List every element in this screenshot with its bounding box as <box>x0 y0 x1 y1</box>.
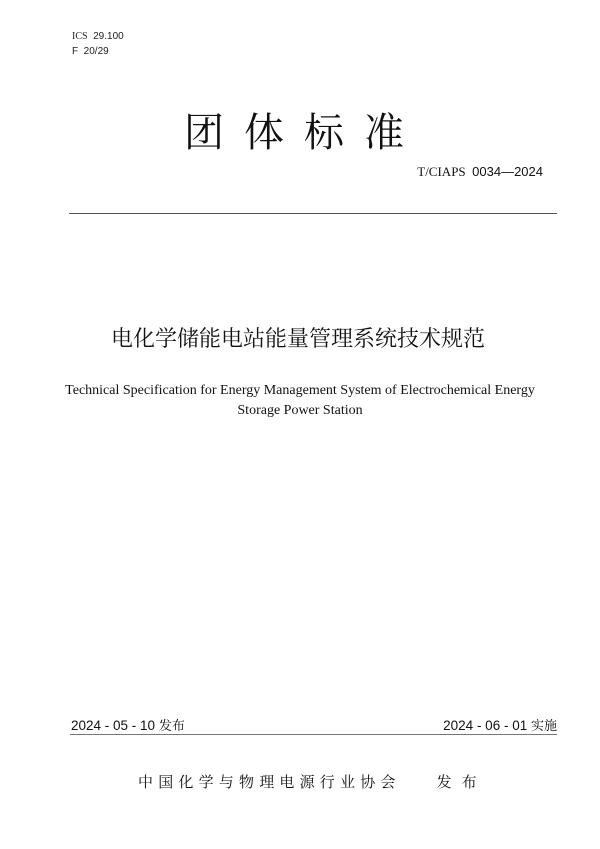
standard-code-number: 0034—2024 <box>472 164 543 179</box>
ics-label: ICS <box>72 31 88 42</box>
standard-code <box>417 164 543 180</box>
classification-codes <box>72 29 124 59</box>
publish-date <box>71 718 185 735</box>
ccs-code-line <box>72 44 124 59</box>
top-divider <box>69 213 557 214</box>
ics-code-line <box>72 29 124 44</box>
ics-code: 29.100 <box>93 31 124 42</box>
publisher-line <box>138 772 487 792</box>
effective-date <box>443 718 557 735</box>
standard-code-prefix: T/CIAPS <box>417 164 466 179</box>
document-type-heading: 团体标准 <box>184 110 424 156</box>
publish-date-label: 发布 <box>158 719 185 734</box>
ccs-label: F <box>72 46 79 57</box>
publisher-name: 中国化学与物理电源行业协会 <box>138 773 401 791</box>
title-english-line-1: Technical Specification for Energy Management System of Electrochemical Energy <box>65 383 535 398</box>
publisher-action: 发布 <box>436 773 487 791</box>
publish-date-value: 2024 - 05 - 10 <box>71 718 156 733</box>
title-english <box>0 381 600 421</box>
title-chinese: 电化学储能电站能量管理系统技术规范 <box>110 327 485 352</box>
title-english-line-2: Storage Power Station <box>237 403 363 418</box>
effective-date-value: 2024 - 06 - 01 <box>443 718 528 733</box>
bottom-divider <box>70 734 557 735</box>
ccs-code: 20/29 <box>83 46 109 57</box>
effective-date-label: 实施 <box>530 719 557 734</box>
